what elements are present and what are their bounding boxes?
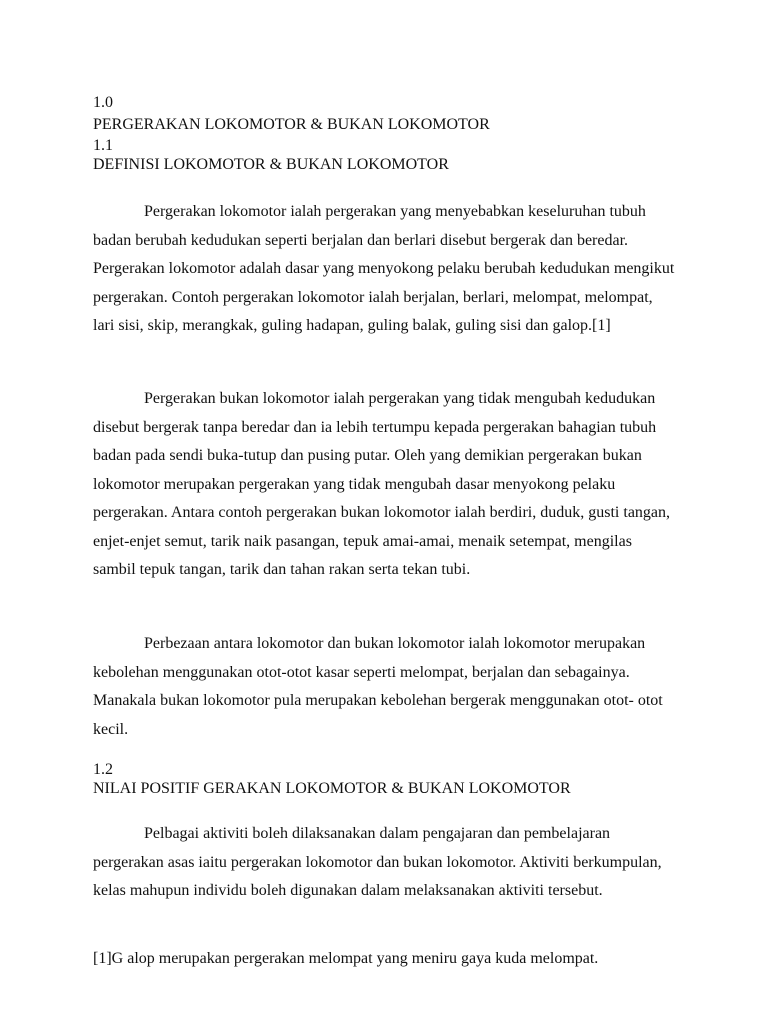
paragraph-perbezaan: Perbezaan antara lokomotor dan bukan lokomotor ialah lokomotor merupakan kebolehan menggunakan otot-otot kasar seperti melompat, berjalan dan sebagainya. Manakala bukan lokomotor pula merupakan kebolehan bergerak menggunakan otot- otot kecil. (93, 635, 663, 738)
section-number-1-2: 1.2 (93, 761, 113, 778)
footnote: [1]G alop merupakan pergerakan melompat yang meniru gaya kuda melompat. (93, 950, 599, 967)
section-title-1-2: NILAI POSITIF GERAKAN LOKOMOTOR & BUKAN LOKOMOTOR (93, 780, 571, 797)
section-number-1-0: 1.0 (93, 94, 113, 111)
section-number-1-1: 1.1 (93, 137, 113, 154)
paragraph-lokomotor-definition: Pergerakan lokomotor ialah pergerakan yang menyebabkan keseluruhan tubuh badan berubah kedudukan seperti berjalan dan berlari disebut bergerak dan beredar. Pergerakan lokomotor adalah dasar yang menyokong pelaku berubah kedudukan mengikut pergerakan. Contoh pergerakan lokomotor ialah berjalan, berlari, melompat, melompat, lari sisi, skip, merangkak, guling hadapan, guling balak, guling sisi dan galop.[1] (93, 203, 675, 334)
paragraph-bukan-lokomotor-definition: Pergerakan bukan lokomotor ialah pergerakan yang tidak mengubah kedudukan disebut bergerak tanpa beredar dan ia lebih tertumpu kepada pergerakan bahagian tubuh badan pada sendi buka-tutup dan pusing putar. Oleh yang demikian pergerakan bukan lokomotor merupakan pergerakan yang tidak mengubah dasar menyokong pelaku pergerakan. Antara contoh pergerakan bukan lokomotor ialah berdiri, duduk, gusti tangan, enjet-enjet semut, tarik naik pasangan, tepuk amai-amai, menaik setempat, mengilas sambil tepuk tangan, tarik dan tahan rakan serta tekan tubi. (93, 390, 671, 578)
paragraph-nilai-positif: Pelbagai aktiviti boleh dilaksanakan dalam pengajaran dan pembelajaran pergerakan asas iaitu pergerakan lokomotor dan bukan lokomotor. Aktiviti berkumpulan, kelas mahupun individu boleh digunakan dalam melaksanakan aktiviti tersebut. (93, 825, 662, 899)
section-title-1-1: DEFINISI LOKOMOTOR & BUKAN LOKOMOTOR (93, 156, 449, 173)
section-title-1-0: PERGERAKAN LOKOMOTOR & BUKAN LOKOMOTOR (93, 116, 490, 133)
